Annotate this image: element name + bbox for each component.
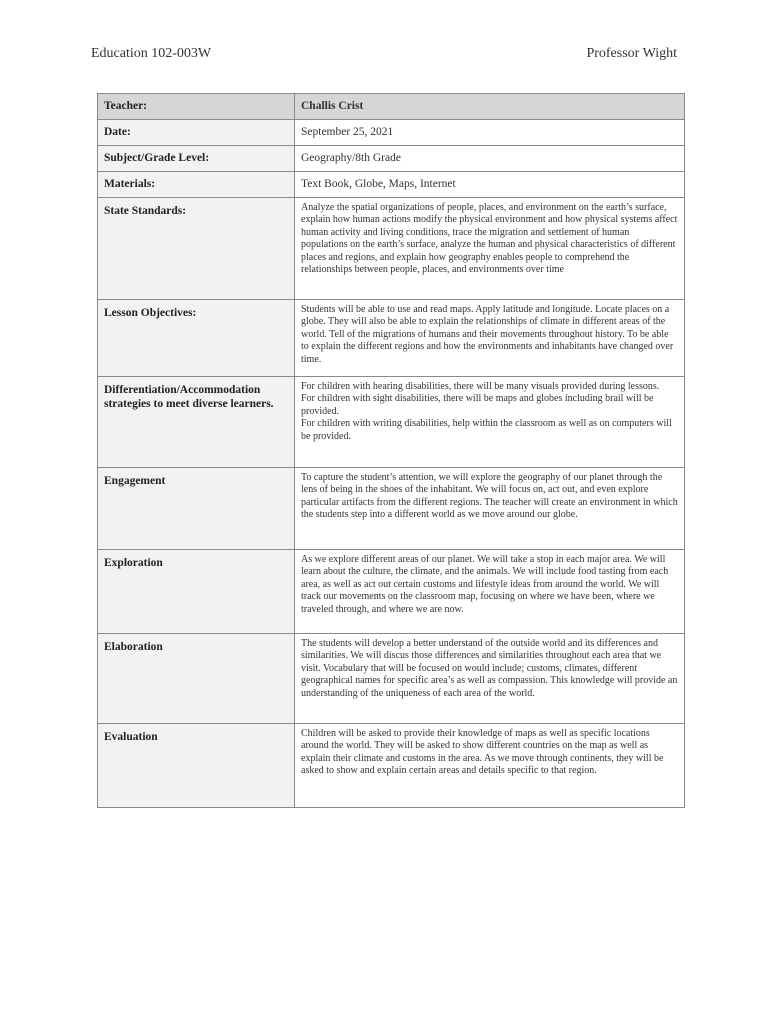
row-label: Subject/Grade Level: <box>98 146 295 172</box>
materials-value: Text Book, Globe, Maps, Internet <box>295 172 685 198</box>
differentiation-line: For children with writing disabilities, help within the classroom as well as on computers will be provided. <box>301 418 672 442</box>
table-row <box>98 550 685 634</box>
row-label: Lesson Objectives: <box>98 300 295 377</box>
objectives-value: Students will be able to use and read maps. Apply latitude and longitude. Locate places on a globe. They will also be able to explain the relationships of climate in different areas of the world. Tell of the migrations of humans and their movements throughout history. To be able to explain the different regions and how the environments and inhabitants have changed over time. <box>295 300 685 377</box>
teacher-name: Challis Crist <box>295 94 685 120</box>
date-value: September 25, 2021 <box>295 120 685 146</box>
elaboration-value: The students will develop a better understand of the outside world and its differences and similarities. We will discus those differences and similarities throughout each area that we visit. Vocabulary that will be focused on would include; customs, climates, different geographical names for specific area’s as well as compassion. This knowledge will provide an understanding of the uniqueness of each area of the world. <box>295 634 685 724</box>
row-label: State Standards: <box>98 198 295 300</box>
differentiation-value <box>295 377 685 468</box>
table-row <box>98 634 685 724</box>
table-row <box>98 198 685 300</box>
row-label: Differentiation/Accommodation strategies to meet diverse learners. <box>98 377 295 468</box>
subject-value: Geography/8th Grade <box>295 146 685 172</box>
differentiation-line: For children with sight disabilities, there will be maps and globes including brail will be provided. <box>301 393 654 417</box>
lesson-plan-table <box>97 93 685 808</box>
page-header <box>91 46 677 68</box>
row-label: Date: <box>98 120 295 146</box>
row-label: Evaluation <box>98 724 295 808</box>
course-name: Education 102-003W <box>91 46 212 61</box>
row-label: Teacher: <box>98 94 295 120</box>
evaluation-value: Children will be asked to provide their knowledge of maps as well as specific locations around the world. They will be asked to show different countries on the map as well as explain their climate and customs in the area. As we move through continents, they will be asked to show and explain certain areas and details specific to that region. <box>295 724 685 808</box>
table-row <box>98 146 685 172</box>
table-row <box>98 120 685 146</box>
table-row <box>98 94 685 120</box>
exploration-value: As we explore different areas of our planet. We will take a stop in each major area. We will learn about the culture, the climate, and the animals. We will include food tasting from each area, as well as act out certain customs and lifestyle ideas from around the world. We will track our movements on the classroom map, focusing on where we have been, where we traveled through, and where we are now. <box>295 550 685 634</box>
table-row <box>98 300 685 377</box>
row-label: Engagement <box>98 468 295 550</box>
table-row <box>98 468 685 550</box>
table-row <box>98 724 685 808</box>
differentiation-line: For children with hearing disabilities, there will be many visuals provided during lessons. <box>301 381 660 392</box>
row-label: Exploration <box>98 550 295 634</box>
standards-value: Analyze the spatial organizations of people, places, and environment on the earth’s surface, explain how human actions modify the physical environment and how physical systems affect human activity and living conditions, trace the migration and settlement of human populations on the earth’s surface, analyze the human and physical characteristics of different places and regions, and explain how geography enables people to comprehend the relationships between people, places, and environments over time <box>295 198 685 300</box>
row-label: Materials: <box>98 172 295 198</box>
row-label: Elaboration <box>98 634 295 724</box>
professor-name: Professor Wight <box>586 46 677 61</box>
engagement-value: To capture the student’s attention, we will explore the geography of our planet through the lens of being in the shoes of the inhabitant. We will focus on, act out, and even explore particular artifacts from the different regions. The teacher will create an environment in which the students step into a different world as we move around our globe. <box>295 468 685 550</box>
table-row <box>98 172 685 198</box>
table-row <box>98 377 685 468</box>
